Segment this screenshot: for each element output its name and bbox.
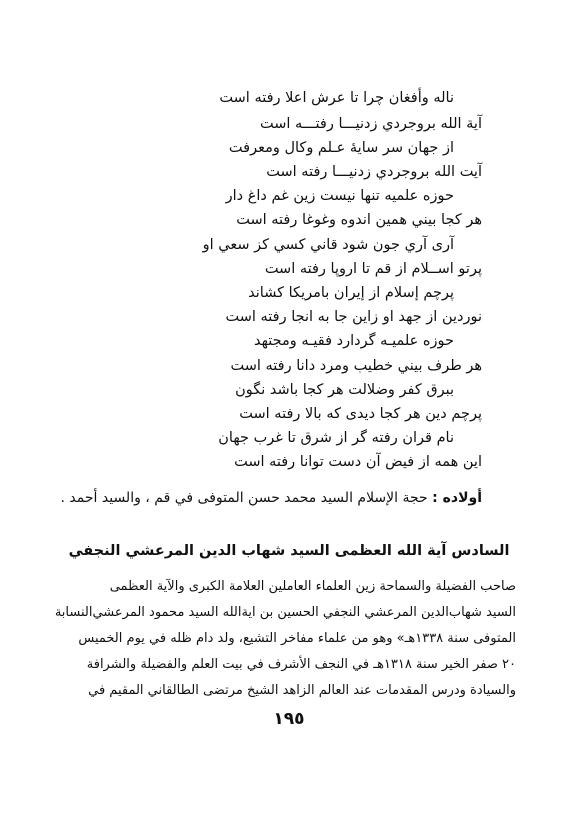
poem-line: حوزه علميه تنها نيست زين غم داغ دار bbox=[225, 188, 454, 204]
poem-line: هر كجا بيني همين اندوه وغوغا رفته است bbox=[236, 212, 482, 228]
poem-line: ناله وأفغان چرا تا عرش اعلا رفته است bbox=[219, 90, 454, 106]
children-line bbox=[61, 488, 482, 508]
poem-line: پرچم دين هر كجا ديدى كه بالا رفته است bbox=[239, 406, 482, 422]
poem-line: آيت الله بروجردي زدنيـــا رفته است bbox=[266, 164, 482, 180]
poem-line: نوردين از جهد او زاين جا به انجا رفته است bbox=[225, 309, 482, 325]
poem-line: هر طرف بيني خطيب ومرد دانا رفته است bbox=[230, 358, 482, 374]
poem-line: حوزه علميـه گردارد فقيـه ومجتهد bbox=[253, 333, 454, 349]
section-heading: السادس آية الله العظمى السيد شهاب الدين المرعشي النجفي bbox=[68, 543, 510, 559]
poem-line: آية الله بروجردي زدنيـــا رفتـــه است bbox=[260, 116, 482, 132]
poem-line: پرچم إسلام از إيران بامريكا كشاند bbox=[248, 285, 454, 301]
poem-line: پرتو اســلام از قم تا اروپا رفته است bbox=[264, 261, 482, 277]
poem-line: اين همه از فيض آن دست توانا رفته است bbox=[234, 454, 482, 470]
poem-line: نام قران رفته گر از شرق تا غرب جهان bbox=[218, 430, 454, 446]
children-label: أولاده : bbox=[432, 490, 482, 506]
poem-line: آرى آري جون شود قاني كسي كز سعي او bbox=[202, 237, 454, 253]
paragraph-line: السيد شهاب‌الدين المرعشي النجفي الحسين بن اية‌الله السيد محمود المرعشي‌النسابة bbox=[54, 605, 516, 620]
poem-line: ببرق كفر وضلالت هر كجا باشد نگون bbox=[235, 382, 454, 398]
paragraph-line: المتوفى سنة ١٣٣٨هـ» وهو من علماء مفاخر التشيع، ولد دام ظله في يوم الخميس bbox=[78, 631, 516, 646]
paragraph-line: والسيادة ودرس المقدمات عند العالم الزاهد الشيخ مرتضى الطالقاني المقيم في bbox=[88, 683, 516, 698]
paragraph-line: صاحب الفضيلة والسماحة زين العلماء العاملين العلامة الكبرى والآية العظمى bbox=[109, 579, 516, 594]
paragraph-line: ٢٠ صفر الخير سنة ١٣١٨هـ في النجف الأشرف في بيت العلم والفضيلة والشرافة bbox=[86, 657, 516, 672]
poem-line: از جهان سر سايۀ عـلم وكال ومعرفت bbox=[228, 140, 454, 156]
page-number: ١٩٥ bbox=[273, 709, 305, 729]
children-text: حجة الإسلام السيد محمد حسن المتوفى في قم ، والسيد أحمد . bbox=[60, 490, 428, 506]
